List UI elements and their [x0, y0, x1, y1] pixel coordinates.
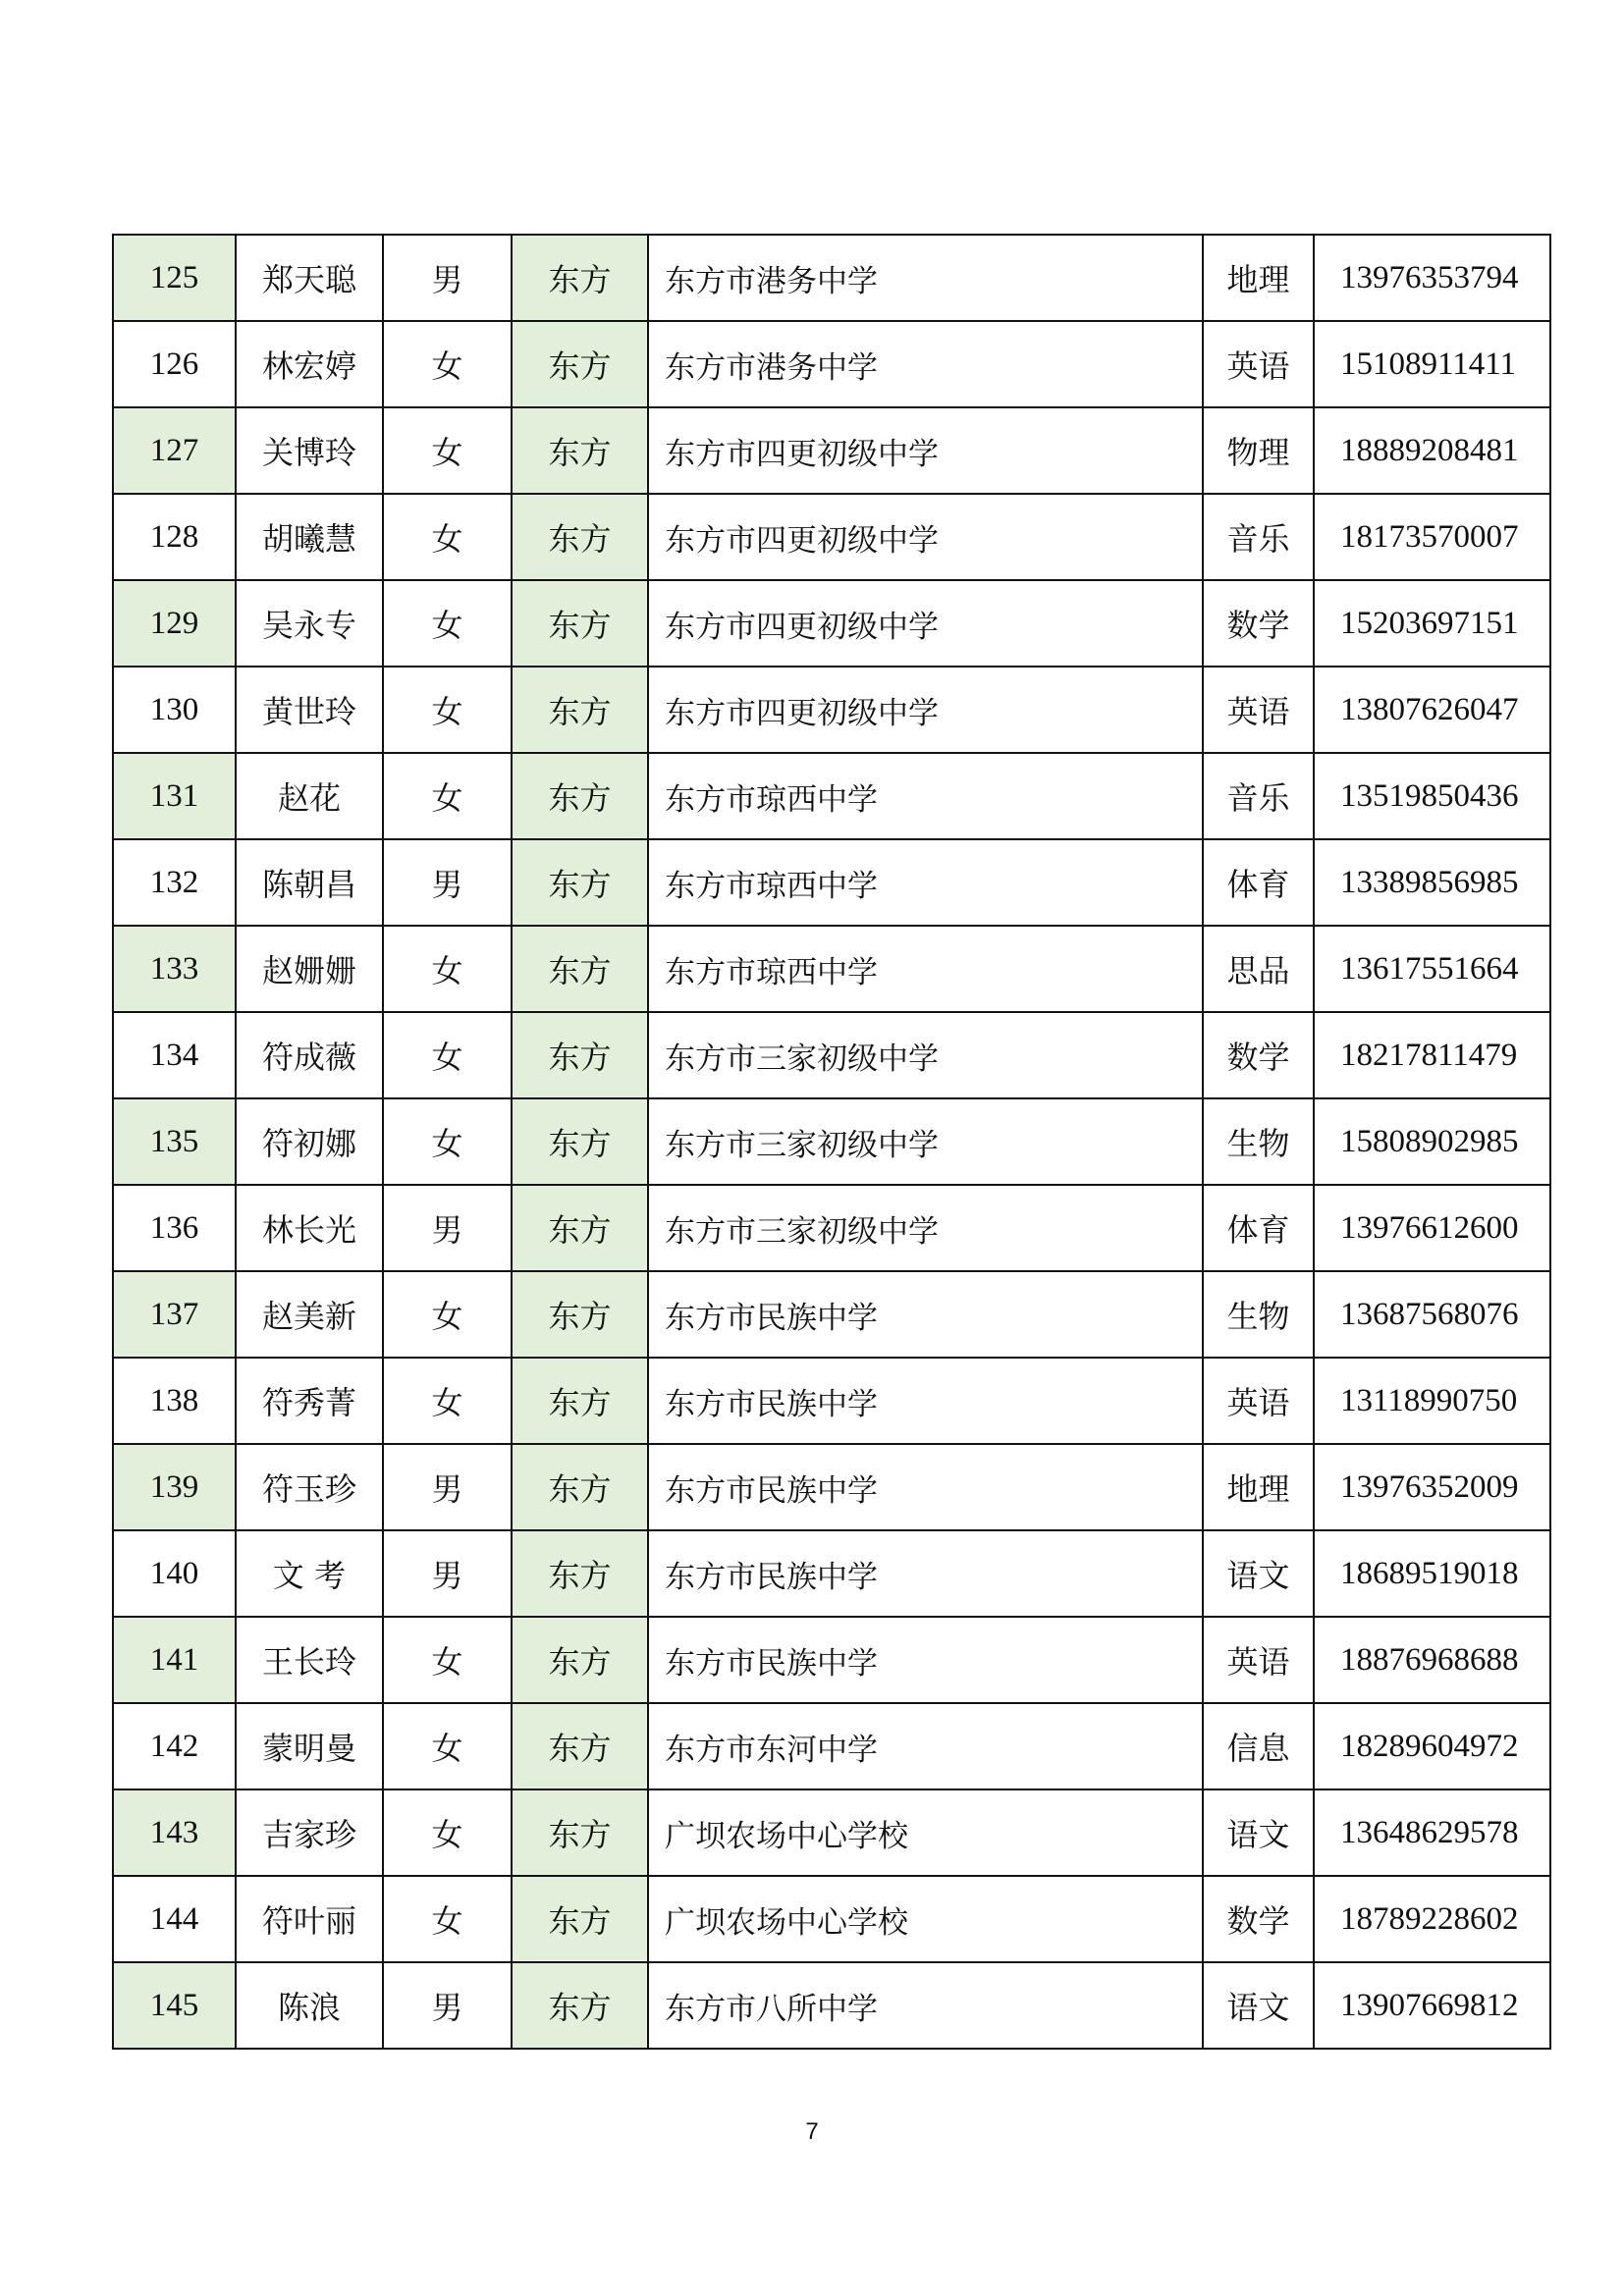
region-cell: 东方: [512, 1358, 648, 1444]
subject-cell: 物理: [1203, 407, 1314, 494]
school-name-cell: 东方市三家初级中学: [648, 1185, 1203, 1271]
gender-cell: 女: [383, 1358, 512, 1444]
teacher-name-cell: 蒙明曼: [236, 1703, 383, 1789]
gender-cell: 男: [383, 1530, 512, 1617]
table-row: [113, 1789, 1550, 1876]
table-row: [113, 1962, 1550, 2049]
page-number: 7: [805, 2118, 819, 2145]
phone-number-cell: 13519850436: [1314, 753, 1550, 839]
phone-number-cell: 15108911411: [1314, 321, 1550, 407]
teacher-name-cell: 符叶丽: [236, 1876, 383, 1962]
gender-cell: 男: [383, 235, 512, 321]
gender-cell: 女: [383, 753, 512, 839]
phone-number-cell: 13617551664: [1314, 926, 1550, 1012]
teacher-name-cell: 文 考: [236, 1530, 383, 1617]
row-number-cell: 131: [113, 753, 236, 839]
row-number-cell: 138: [113, 1358, 236, 1444]
teacher-name-cell: 吉家珍: [236, 1789, 383, 1876]
school-name-cell: 东方市民族中学: [648, 1444, 1203, 1530]
teacher-name-cell: 符初娜: [236, 1098, 383, 1185]
school-name-cell: 广坝农场中心学校: [648, 1789, 1203, 1876]
region-cell: 东方: [512, 839, 648, 926]
row-number-cell: 129: [113, 580, 236, 667]
gender-cell: 男: [383, 1185, 512, 1271]
region-cell: 东方: [512, 1962, 648, 2049]
table-row: [113, 926, 1550, 1012]
table-row: [113, 1876, 1550, 1962]
region-cell: 东方: [512, 1789, 648, 1876]
subject-cell: 英语: [1203, 667, 1314, 753]
row-number-cell: 127: [113, 407, 236, 494]
row-number-cell: 144: [113, 1876, 236, 1962]
region-cell: 东方: [512, 235, 648, 321]
phone-number-cell: 18689519018: [1314, 1530, 1550, 1617]
table-row: [113, 1530, 1550, 1617]
region-cell: 东方: [512, 580, 648, 667]
school-name-cell: 东方市东河中学: [648, 1703, 1203, 1789]
teacher-name-cell: 王长玲: [236, 1617, 383, 1703]
subject-cell: 英语: [1203, 321, 1314, 407]
school-name-cell: 东方市八所中学: [648, 1962, 1203, 2049]
row-number-cell: 137: [113, 1271, 236, 1358]
table-row: [113, 1617, 1550, 1703]
subject-cell: 体育: [1203, 1185, 1314, 1271]
row-number-cell: 134: [113, 1012, 236, 1098]
gender-cell: 女: [383, 1012, 512, 1098]
subject-cell: 英语: [1203, 1358, 1314, 1444]
row-number-cell: 126: [113, 321, 236, 407]
table-row: [113, 494, 1550, 580]
gender-cell: 男: [383, 1444, 512, 1530]
subject-cell: 英语: [1203, 1617, 1314, 1703]
region-cell: 东方: [512, 1098, 648, 1185]
region-cell: 东方: [512, 1617, 648, 1703]
phone-number-cell: 13976612600: [1314, 1185, 1550, 1271]
row-number-cell: 139: [113, 1444, 236, 1530]
region-cell: 东方: [512, 667, 648, 753]
gender-cell: 女: [383, 407, 512, 494]
region-cell: 东方: [512, 407, 648, 494]
teacher-name-cell: 符成薇: [236, 1012, 383, 1098]
gender-cell: 女: [383, 1617, 512, 1703]
table-row: [113, 1444, 1550, 1530]
school-name-cell: 东方市民族中学: [648, 1530, 1203, 1617]
school-name-cell: 东方市琼西中学: [648, 926, 1203, 1012]
gender-cell: 女: [383, 667, 512, 753]
phone-number-cell: 13976353794: [1314, 235, 1550, 321]
phone-number-cell: 18889208481: [1314, 407, 1550, 494]
region-cell: 东方: [512, 1876, 648, 1962]
gender-cell: 女: [383, 1098, 512, 1185]
school-name-cell: 东方市三家初级中学: [648, 1098, 1203, 1185]
subject-cell: 语文: [1203, 1530, 1314, 1617]
subject-cell: 信息: [1203, 1703, 1314, 1789]
teacher-name-cell: 陈朝昌: [236, 839, 383, 926]
region-cell: 东方: [512, 1530, 648, 1617]
region-cell: 东方: [512, 1271, 648, 1358]
region-cell: 东方: [512, 1444, 648, 1530]
gender-cell: 女: [383, 1876, 512, 1962]
region-cell: 东方: [512, 1185, 648, 1271]
teacher-table: [112, 234, 1551, 2050]
table-row: [113, 839, 1550, 926]
phone-number-cell: 18217811479: [1314, 1012, 1550, 1098]
phone-number-cell: 18789228602: [1314, 1876, 1550, 1962]
row-number-cell: 136: [113, 1185, 236, 1271]
phone-number-cell: 15808902985: [1314, 1098, 1550, 1185]
school-name-cell: 东方市四更初级中学: [648, 580, 1203, 667]
phone-number-cell: 18876968688: [1314, 1617, 1550, 1703]
subject-cell: 语文: [1203, 1789, 1314, 1876]
row-number-cell: 132: [113, 839, 236, 926]
school-name-cell: 广坝农场中心学校: [648, 1876, 1203, 1962]
teacher-name-cell: 胡曦慧: [236, 494, 383, 580]
phone-number-cell: 13389856985: [1314, 839, 1550, 926]
subject-cell: 数学: [1203, 1876, 1314, 1962]
teacher-name-cell: 赵花: [236, 753, 383, 839]
gender-cell: 女: [383, 321, 512, 407]
gender-cell: 男: [383, 839, 512, 926]
row-number-cell: 130: [113, 667, 236, 753]
row-number-cell: 128: [113, 494, 236, 580]
gender-cell: 男: [383, 1962, 512, 2049]
teacher-name-cell: 关博玲: [236, 407, 383, 494]
table-row: [113, 1703, 1550, 1789]
phone-number-cell: 13807626047: [1314, 667, 1550, 753]
teacher-name-cell: 赵美新: [236, 1271, 383, 1358]
gender-cell: 女: [383, 1789, 512, 1876]
phone-number-cell: 13907669812: [1314, 1962, 1550, 2049]
school-name-cell: 东方市港务中学: [648, 235, 1203, 321]
teacher-name-cell: 陈浪: [236, 1962, 383, 2049]
row-number-cell: 143: [113, 1789, 236, 1876]
subject-cell: 生物: [1203, 1098, 1314, 1185]
table-row: [113, 1271, 1550, 1358]
row-number-cell: 141: [113, 1617, 236, 1703]
gender-cell: 女: [383, 1271, 512, 1358]
phone-number-cell: 13648629578: [1314, 1789, 1550, 1876]
table-row: [113, 1358, 1550, 1444]
region-cell: 东方: [512, 753, 648, 839]
subject-cell: 生物: [1203, 1271, 1314, 1358]
table-row: [113, 753, 1550, 839]
phone-number-cell: 13687568076: [1314, 1271, 1550, 1358]
row-number-cell: 140: [113, 1530, 236, 1617]
teacher-name-cell: 吴永专: [236, 580, 383, 667]
row-number-cell: 142: [113, 1703, 236, 1789]
row-number-cell: 135: [113, 1098, 236, 1185]
table-body: [113, 235, 1550, 2049]
teacher-name-cell: 符玉珍: [236, 1444, 383, 1530]
table-row: [113, 1185, 1550, 1271]
table-row: [113, 407, 1550, 494]
region-cell: 东方: [512, 1703, 648, 1789]
teacher-name-cell: 黄世玲: [236, 667, 383, 753]
region-cell: 东方: [512, 1012, 648, 1098]
region-cell: 东方: [512, 321, 648, 407]
table-row: [113, 235, 1550, 321]
row-number-cell: 125: [113, 235, 236, 321]
region-cell: 东方: [512, 926, 648, 1012]
table-row: [113, 580, 1550, 667]
teacher-name-cell: 赵姗姗: [236, 926, 383, 1012]
subject-cell: 地理: [1203, 235, 1314, 321]
school-name-cell: 东方市民族中学: [648, 1617, 1203, 1703]
subject-cell: 地理: [1203, 1444, 1314, 1530]
school-name-cell: 东方市民族中学: [648, 1271, 1203, 1358]
phone-number-cell: 15203697151: [1314, 580, 1550, 667]
school-name-cell: 东方市琼西中学: [648, 839, 1203, 926]
subject-cell: 音乐: [1203, 494, 1314, 580]
school-name-cell: 东方市四更初级中学: [648, 494, 1203, 580]
table-row: [113, 321, 1550, 407]
phone-number-cell: 18289604972: [1314, 1703, 1550, 1789]
school-name-cell: 东方市民族中学: [648, 1358, 1203, 1444]
gender-cell: 女: [383, 926, 512, 1012]
row-number-cell: 133: [113, 926, 236, 1012]
teacher-name-cell: 郑天聪: [236, 235, 383, 321]
gender-cell: 女: [383, 1703, 512, 1789]
school-name-cell: 东方市四更初级中学: [648, 667, 1203, 753]
table-row: [113, 667, 1550, 753]
phone-number-cell: 18173570007: [1314, 494, 1550, 580]
gender-cell: 女: [383, 580, 512, 667]
subject-cell: 语文: [1203, 1962, 1314, 2049]
subject-cell: 思品: [1203, 926, 1314, 1012]
subject-cell: 数学: [1203, 1012, 1314, 1098]
gender-cell: 女: [383, 494, 512, 580]
school-name-cell: 东方市四更初级中学: [648, 407, 1203, 494]
table-row: [113, 1012, 1550, 1098]
phone-number-cell: 13976352009: [1314, 1444, 1550, 1530]
teacher-name-cell: 林宏婷: [236, 321, 383, 407]
teacher-name-cell: 符秀菁: [236, 1358, 383, 1444]
school-name-cell: 东方市琼西中学: [648, 753, 1203, 839]
phone-number-cell: 13118990750: [1314, 1358, 1550, 1444]
subject-cell: 体育: [1203, 839, 1314, 926]
school-name-cell: 东方市港务中学: [648, 321, 1203, 407]
table-row: [113, 1098, 1550, 1185]
teacher-name-cell: 林长光: [236, 1185, 383, 1271]
row-number-cell: 145: [113, 1962, 236, 2049]
school-name-cell: 东方市三家初级中学: [648, 1012, 1203, 1098]
region-cell: 东方: [512, 494, 648, 580]
subject-cell: 音乐: [1203, 753, 1314, 839]
subject-cell: 数学: [1203, 580, 1314, 667]
